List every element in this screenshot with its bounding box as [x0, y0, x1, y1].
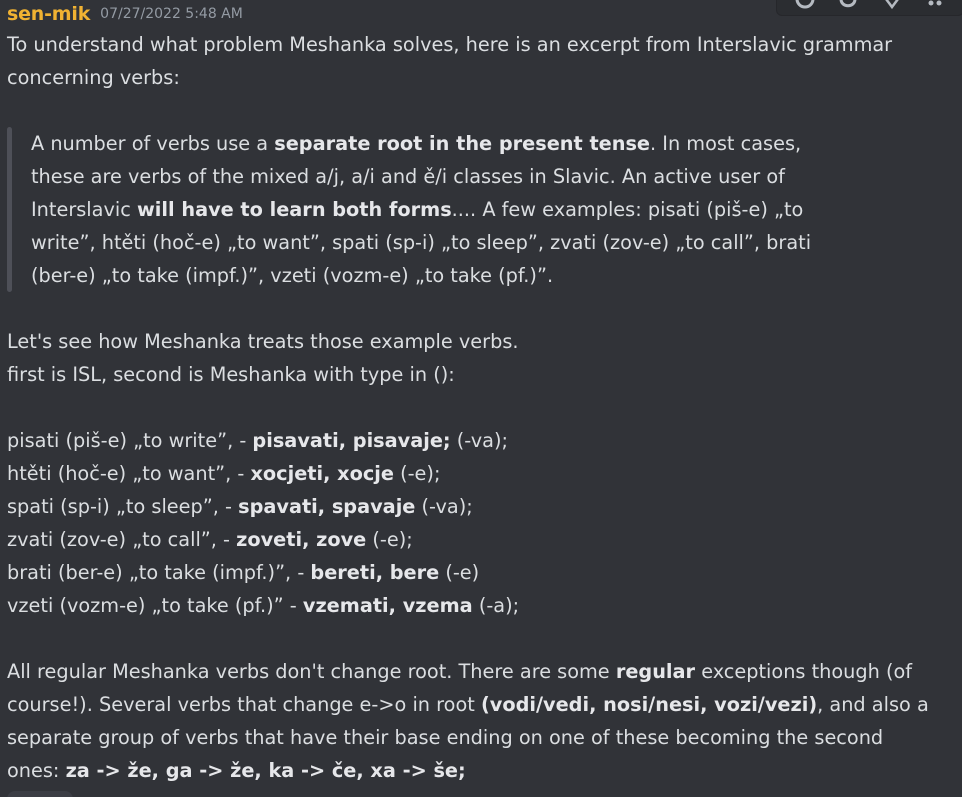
text-segment: Interslavic: [31, 198, 137, 221]
text-segment: A number of verbs use a: [31, 132, 275, 155]
verb-line: [7, 523, 957, 556]
text-segment: . In most cases,: [650, 132, 802, 155]
text-segment: pisati (piš-e) „to write”, -: [7, 429, 253, 452]
intro-line: concerning verbs:: [7, 66, 180, 89]
conclusion-paragraph: [7, 655, 957, 787]
text-segment: (-e): [439, 561, 480, 584]
bold-text: xocjeti, xocje: [250, 462, 394, 485]
bold-text: za -> že, ga -> že, ka -> če, xa -> še;: [65, 759, 466, 782]
bold-text: vzemati, vzema: [302, 594, 473, 617]
conclusion-line: [7, 688, 957, 721]
bold-text: pisavati, pisavaje;: [252, 429, 451, 452]
text-segment: , and also a: [817, 693, 929, 716]
blockquote-bar: [7, 127, 12, 292]
bold-text: spavati, spavaje: [238, 495, 416, 518]
intro-paragraph: [7, 28, 957, 94]
spacer: [7, 292, 957, 325]
text-segment: ones:: [7, 759, 66, 782]
quote-line: [31, 160, 957, 193]
text-segment: zvati (zov-e) „to call”, -: [7, 528, 237, 551]
text-segment: htěti (hoč-e) „to want”, -: [7, 462, 251, 485]
blockquote: [7, 127, 957, 292]
intro-line: To understand what problem Meshanka solves, here is an excerpt from Interslavic grammar: [7, 33, 893, 56]
verb-line: [7, 556, 957, 589]
text-segment: (-va);: [415, 495, 473, 518]
next-message-reaction[interactable]: [7, 791, 73, 797]
blockquote-text: [31, 127, 957, 292]
author-name[interactable]: sen-mik: [7, 3, 91, 25]
message-header: [7, 0, 957, 28]
bold-text: separate root in the present tense: [274, 132, 651, 155]
quote-line: [31, 193, 957, 226]
explanation-line: first is ISL, second is Meshanka with type in ():: [7, 363, 455, 386]
conclusion-line: [7, 655, 957, 688]
text-segment: course!). Several verbs that change e->o in root: [7, 693, 481, 716]
text-segment: All regular Meshanka verbs don't change root. There are some: [7, 660, 616, 683]
text-segment: (-a);: [472, 594, 520, 617]
quote-line: [31, 226, 957, 259]
spacer: [7, 622, 957, 655]
bold-text: zoveti, zove: [236, 528, 367, 551]
text-segment: brati (ber-e) „to take (impf.)”, -: [7, 561, 311, 584]
verb-line: [7, 457, 957, 490]
spacer: [7, 94, 957, 127]
verb-list: [7, 424, 957, 622]
text-segment: (-e);: [366, 528, 413, 551]
text-segment: write”, htěti (hoč-e) „to want”, spati (sp-i) „to sleep”, zvati (zov-e) „to call”, brati: [31, 231, 812, 254]
bold-text: regular: [615, 660, 696, 683]
text-segment: (-va);: [450, 429, 508, 452]
quote-line: [31, 259, 957, 292]
text-segment: .... A few examples: pisati (piš-e) „to: [451, 198, 804, 221]
bold-text: bereti, bere: [310, 561, 440, 584]
verb-line: [7, 490, 957, 523]
quote-line: [31, 127, 957, 160]
conclusion-line: [7, 721, 957, 754]
message-content: [7, 28, 957, 787]
text-segment: exceptions though (of: [695, 660, 913, 683]
message-timestamp[interactable]: 07/27/2022 5:48 AM: [100, 6, 243, 22]
explanation-line: Let's see how Meshanka treats those example verbs.: [7, 330, 519, 353]
chat-message: [7, 0, 957, 787]
text-segment: these are verbs of the mixed a/j, a/i and ě/i classes in Slavic. An active user of: [31, 165, 785, 188]
explanation-paragraph: [7, 325, 957, 391]
text-segment: spati (sp-i) „to sleep”, -: [7, 495, 239, 518]
spacer: [7, 391, 957, 424]
text-segment: (-e);: [393, 462, 441, 485]
text-segment: vzeti (vozm-e) „to take (pf.)” -: [7, 594, 303, 617]
conclusion-line: [7, 754, 957, 787]
verb-line: [7, 589, 957, 622]
bold-text: will have to learn both forms: [136, 198, 452, 221]
bold-text: (vodi/vedi, nosi/nesi, vozi/vezi): [480, 693, 818, 716]
verb-line: [7, 424, 957, 457]
text-segment: (ber-e) „to take (impf.)”, vzeti (vozm-e) „to take (pf.)”.: [31, 264, 554, 287]
text-segment: separate group of verbs that have their base ending on one of these becoming the second: [7, 726, 884, 749]
